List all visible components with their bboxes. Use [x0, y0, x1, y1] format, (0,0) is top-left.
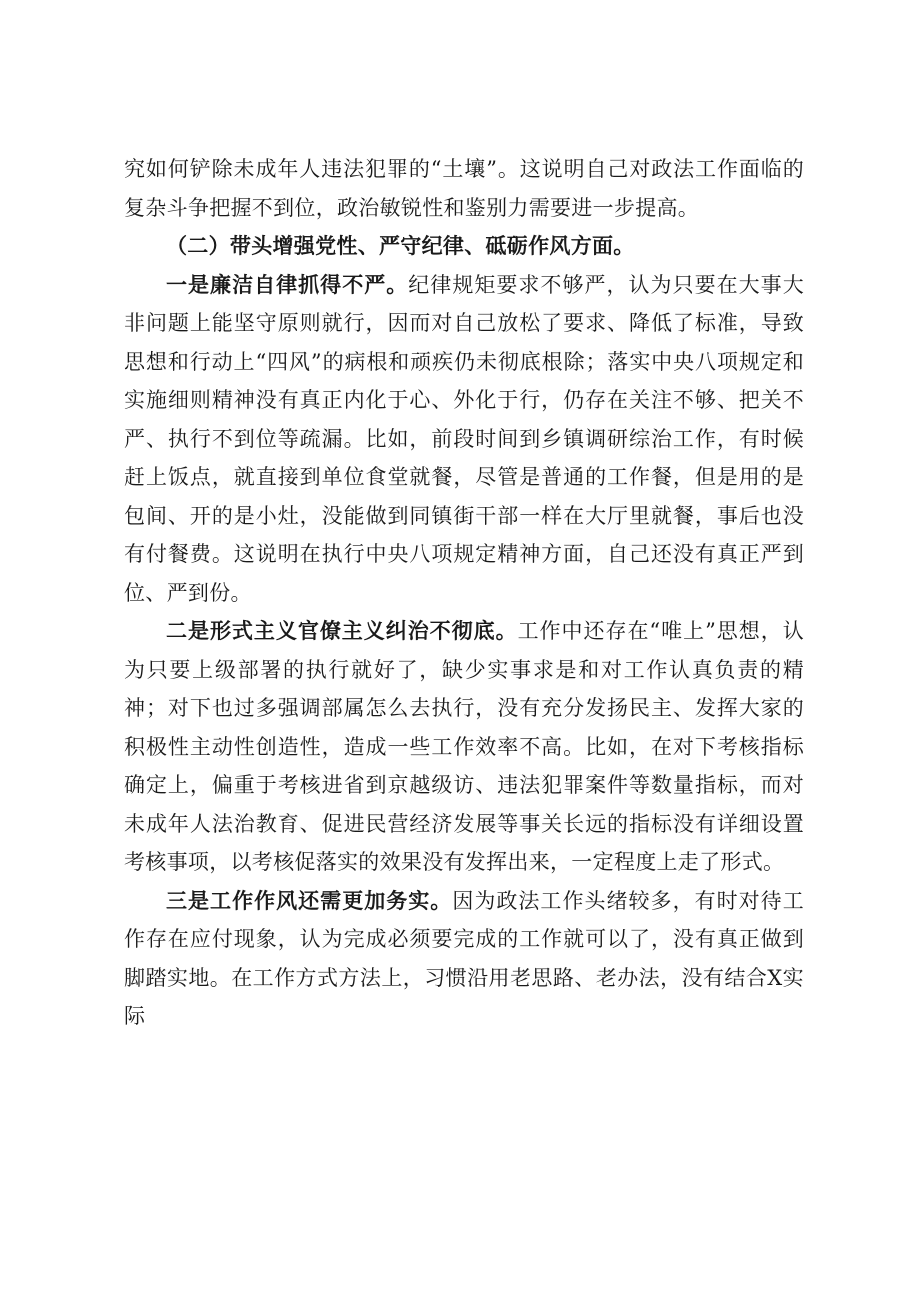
item-paragraph-1 [124, 266, 804, 613]
item-paragraph-2 [124, 612, 804, 882]
item-lead-2: 二是形式主义官僚主义纠治不彻底。 [166, 618, 518, 643]
item-lead-3: 三是工作作风还需更加务实。 [166, 887, 453, 913]
continued-paragraph: 究如何铲除未成年人违法犯罪的“土壤”。这说明自己对政法工作面临的复杂斗争把握不到位，政治敏锐性和鉴别力需要进一步提高。 [124, 157, 804, 220]
item-paragraph-3 [124, 882, 804, 1036]
section-heading: （二）带头增强党性、严守纪律、砥砺作风方面。 [166, 233, 635, 258]
item-body-2: 工作中还存在“唯上”思想，认为只要上级部署的执行就好了，缺少实事求是和对工作认真负责的精神；对下也过多强调部属怎么去执行，没有充分发扬民主、发挥大家的积极性主动性创造性，造成一些工作效率不高。比如，在对下考核指标确定上，偏重于考核进省到京越级访、违法犯罪案件等数量指标，而对未成年人法治教育、促进民营经济发展等事关长远的指标没有详细设置考核事项，以考核促落实的效果没有发挥出来，一定程度上走了形式。 [124, 619, 804, 874]
document-body [124, 150, 804, 1036]
item-lead-1: 一是廉洁自律抓得不严。 [166, 271, 409, 297]
item-body-3: 因为政法工作头绪较多，有时对待工作存在应付现象，认为完成必须要完成的工作就可以了，没有真正做到脚踏实地。在工作方式方法上，习惯沿用老思路、老办法，没有结合X实际 [124, 888, 804, 1028]
item-body-1: 纪律规矩要求不够严，认为只要在大事大非问题上能坚守原则就行，因而对自己放松了要求、降低了标准，导致思想和行动上“四风”的病根和顽疾仍未彻底根除；落实中央八项规定和实施细则精神没有真正内化于心、外化于行，仍存在关注不够、把关不严、执行不到位等疏漏。比如，前段时间到乡镇调研综治工作，有时候赶上饭点，就直接到单位食堂就餐，尽管是普通的工作餐，但是用的是包间、开的是小灶，没能做到同镇街干部一样在大厅里就餐，事后也没有付餐费。这说明在执行中央八项规定精神方面，自己还没有真正严到位、严到份。 [124, 272, 804, 605]
